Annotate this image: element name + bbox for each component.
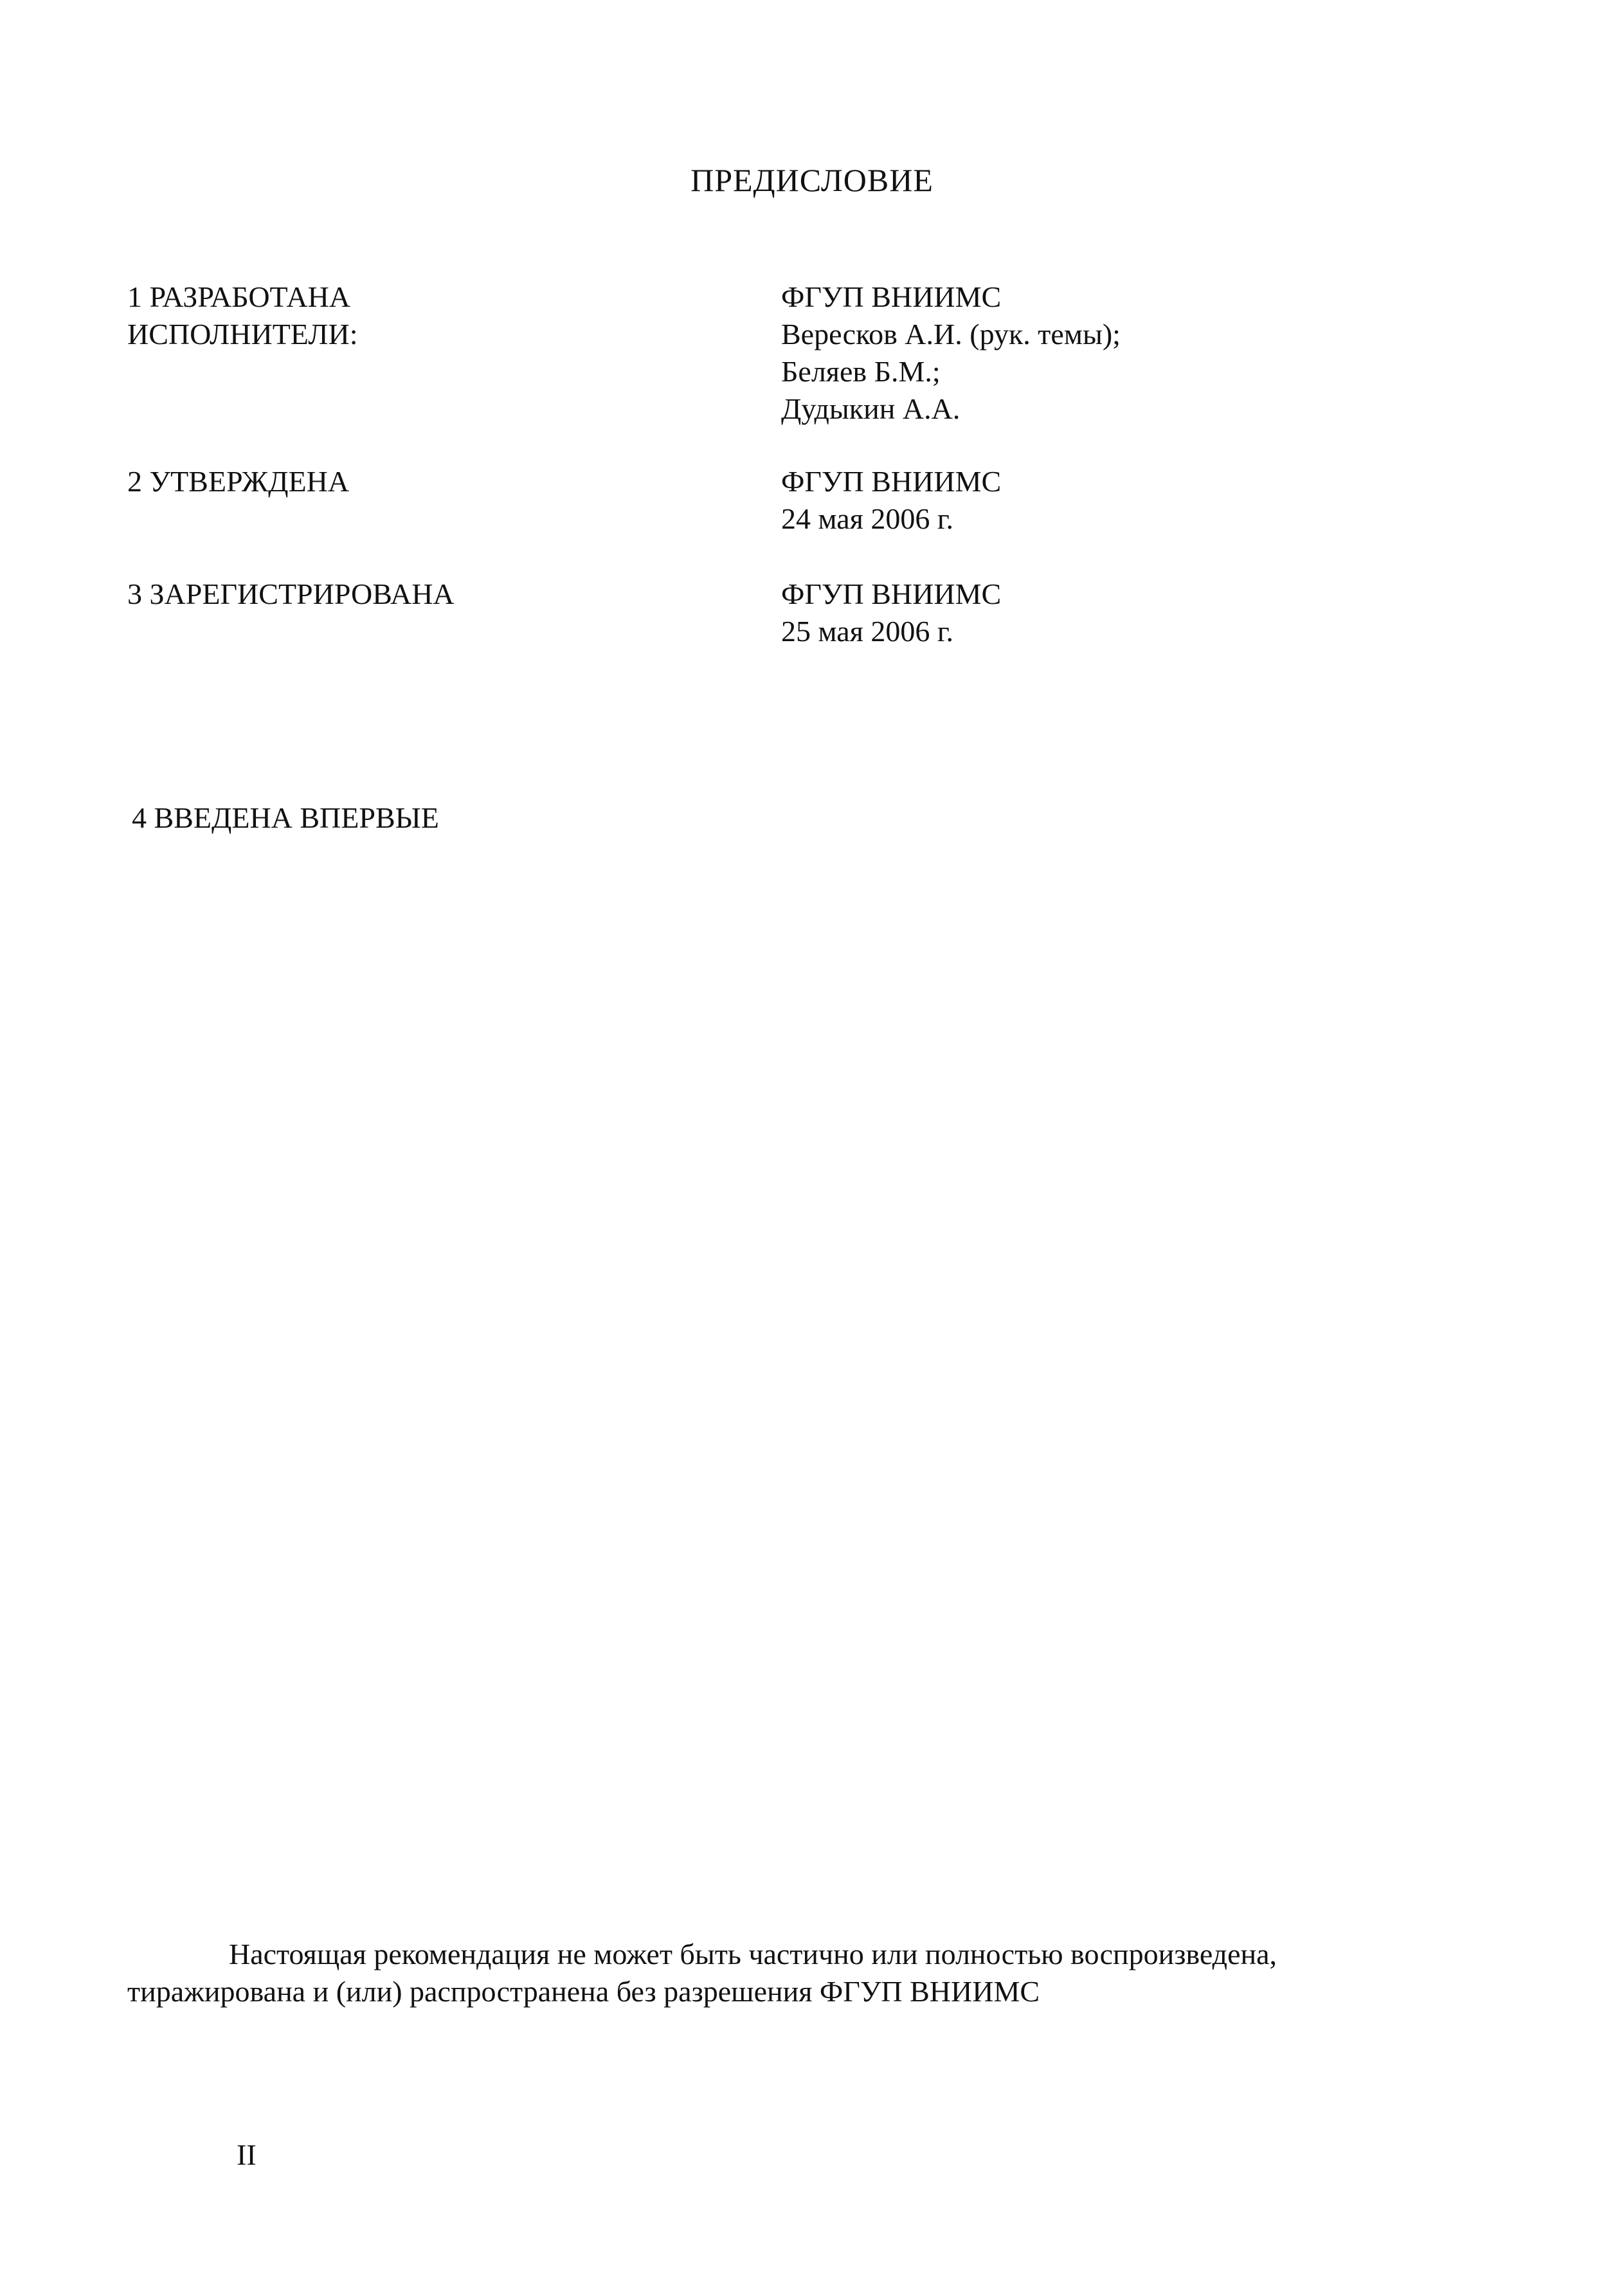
section-3-value [781, 576, 1001, 650]
page-number: II [237, 2138, 257, 2171]
section-1-label [127, 278, 357, 353]
section-1-author-2: Беляев Б.М.; [781, 355, 941, 388]
section-3-date: 25 мая 2006 г. [781, 615, 954, 648]
section-1-author-3: Дудыкин А.А. [781, 392, 961, 425]
section-3-label-line-1: 3 ЗАРЕГИСТРИРОВАНА [127, 578, 455, 610]
copyright-notice-line-2: тиражирована и (или) распространена без разрешения ФГУП ВНИИМС [127, 1975, 1040, 2008]
section-1-label-line-1: 1 РАЗРАБОТАНА [127, 280, 351, 313]
section-1-label-line-2: ИСПОЛНИТЕЛИ: [127, 318, 358, 350]
section-3-organization: ФГУП ВНИИМС [781, 578, 1002, 610]
copyright-notice-line-1: Настоящая рекомендация не может быть частично или полностью воспроизведена, [229, 1938, 1277, 1970]
section-2-date: 24 мая 2006 г. [781, 502, 954, 535]
page-title: ПРЕДИСЛОВИЕ [690, 162, 934, 198]
section-3-label [127, 576, 455, 613]
section-4-label-line-1: 4 ВВЕДЕНА ВПЕРВЫЕ [132, 801, 439, 834]
section-2-value [781, 463, 1001, 538]
section-1-organization: ФГУП ВНИИМС [781, 280, 1002, 313]
section-1-author-1: Вересков А.И. (рук. темы); [781, 318, 1121, 350]
section-4-label [132, 799, 439, 837]
section-1-value [781, 278, 1121, 428]
section-2-label-line-1: 2 УТВЕРЖДЕНА [127, 465, 350, 498]
section-2-label [127, 463, 349, 500]
section-2-organization: ФГУП ВНИИМС [781, 465, 1002, 498]
copyright-notice [127, 1936, 1497, 2010]
